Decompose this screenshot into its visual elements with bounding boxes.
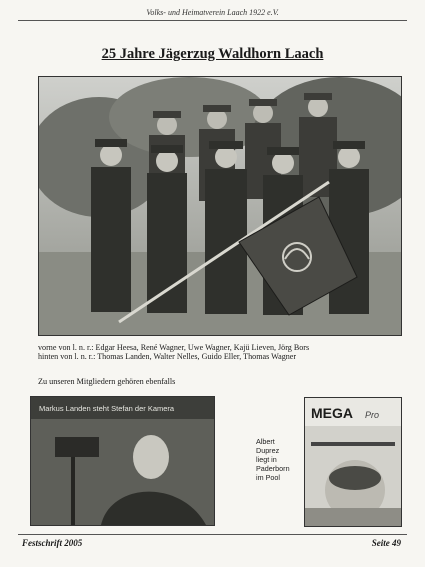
group-photo [38, 76, 402, 336]
page-title: 25 Jahre Jägerzug Waldhorn Laach [101, 46, 324, 62]
side-note-line: liegt in [256, 455, 277, 464]
footer-publication: Festschrift 2005 [22, 538, 83, 548]
side-note-line: Albert [256, 437, 275, 446]
page-number: Seite 49 [371, 538, 401, 548]
magazine-photo-illustration [305, 398, 401, 526]
magazine-sub: Pro [365, 410, 380, 420]
magazine-photo [304, 397, 402, 527]
camera-photo-illustration [31, 397, 214, 525]
caption-back-row: hinten von l. n. r.: Thomas Landen, Walter Nelles, Guido Eller, Thomas Wagner [38, 352, 297, 361]
side-note-line: Paderborn [256, 464, 290, 473]
caption-front-row: vorne von l. n. r.: Edgar Heesa, René Wagner, Uwe Wagner, Kajü Lieven, Jörg Bors [38, 343, 310, 352]
page-header: Volks- und Heimatverein Laach 1922 e.V. [18, 8, 407, 21]
side-note [256, 437, 302, 482]
footer-divider [18, 534, 407, 535]
camera-photo [30, 396, 215, 526]
magazine-label: MEGA [311, 405, 353, 421]
side-note-line: im Pool [256, 473, 280, 482]
side-note-line: Duprez [256, 446, 280, 455]
camera-icon [55, 437, 99, 457]
photo2-caption: Markus Landen steht Stefan der Kamera [39, 404, 175, 413]
group-photo-illustration [39, 77, 401, 335]
members-note: Zu unseren Mitgliedern gehören ebenfalls [38, 377, 176, 386]
